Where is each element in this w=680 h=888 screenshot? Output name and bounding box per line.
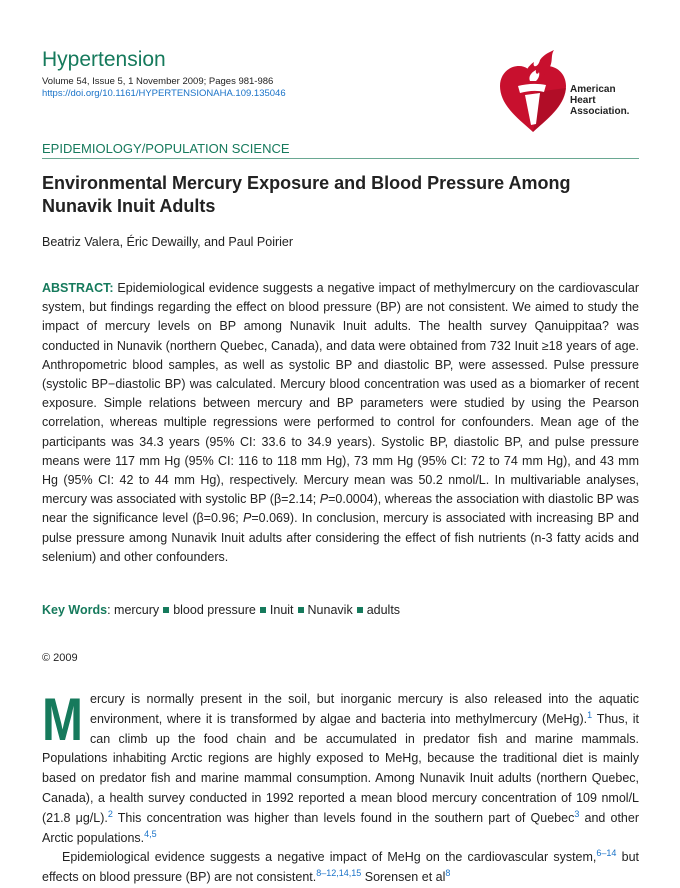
author-list: Beatriz Valera, Éric Dewailly, and Paul Poirier <box>42 235 294 249</box>
keyword-separator-icon <box>298 607 304 613</box>
reference-link[interactable]: 6–14 <box>596 848 617 859</box>
keyword[interactable]: blood pressure <box>173 603 256 617</box>
abstract-label: ABSTRACT: <box>42 281 114 295</box>
abstract: ABSTRACT: Epidemiological evidence suggests a negative impact of methylmercury on the cardiovascular system, but findings regarding the effect on blood pressure (BP) are not consistent. We aimed to study the impact of mercury levels on BP among Nunavik Inuit adults. The health survey Qanuippitaa? was conducted in Nunavik (northern Quebec, Canada), and data were obtained from 732 Inuit ≥18 years of age. Anthropometric blood samples, as well as systolic BP and diastolic BP, were assessed. Pulse pressure (systolic BP−diastolic BP) was calculated. Mercury blood concentration was used as a biomarker of recent exposure. Simple relations between mercury and BP parameters were studied by using the Pearson correlation, whereas multiple regressions were performed to control for confounders. Mean age of the participants was 34.3 years (95% CI: 33.6 to 34.9 years). Systolic BP, diastolic BP, and pulse pressure means were 117 mm Hg (95% CI: 116 to 118 mm Hg), 73 mm Hg (95% CI: 72 to 74 mm Hg), and 43 mm Hg (95% CI: 42 to 44 mm Hg), respectively. Mercury mean was 50.2 nmol/L. In multivariable analyses, mercury was associated with systolic BP (β=2.14; P=0.0004), whereas the association with diastolic BP was near the significance level (β=0.96; P=0.069). In conclusion, mercury is associated with increasing BP and pulse pressure among Nunavik Inuit adults after considering the effect of fish nutrients (n-3 fatty acids and selenium) and other confounders. <box>42 281 639 564</box>
paragraph: Mercury is normally present in the soil, but inorganic mercury is also released into the aquatic environment, where it is transformed by algae and bacteria into methylmercury (MeHg).$^1$ Thus, it can climb up the food chain and be accumulated in predator fish and marine mammals. Populations inhabiting Arctic regions are highly exposed to MeHg, because the traditional diet is mainly based on predator fish and marine mammal consumption. Among Nunavik Inuit adults (northern Quebec, Canada), a health survey conducted in 1992 reported a mean blood mercury concentration of 109 nmol/L (21.8 μg/L).$^2$ This concentration was higher than levels found in the southern part of Quebec$^3$ and other Arctic populations.$^{4,5}$ <box>42 686 640 845</box>
keyword[interactable]: Inuit <box>269 603 294 617</box>
journal-header <box>42 47 442 100</box>
reference-link[interactable]: 2 <box>107 808 113 819</box>
article-body <box>42 686 640 888</box>
aha-wordmark: American Heart Association. <box>570 84 630 117</box>
keyword[interactable]: adults <box>366 603 401 617</box>
copyright: © 2009 <box>42 652 78 664</box>
keyword[interactable]: mercury <box>114 603 160 617</box>
journal-title[interactable]: Hypertension <box>42 48 166 71</box>
heart-torch-icon <box>498 48 568 134</box>
section-label: EPIDEMIOLOGY/POPULATION SCIENCE <box>42 141 639 159</box>
reference-link[interactable]: 8 <box>445 868 451 879</box>
keyword-separator-icon <box>260 607 266 613</box>
article-title: Environmental Mercury Exposure and Blood Pressure Among Nunavik Inuit Adults <box>42 173 571 216</box>
abstract-text: Epidemiological evidence suggests a negative impact of methylmercury on the cardiovascular system, but findings regarding the effect on blood pressure (BP) are not consistent. We aimed to study the impact of mercury levels on BP among Nunavik Inuit adults. The health survey Qanuippitaa? was conducted in Nunavik (northern Quebec, Canada), and data were obtained from 732 Inuit ≥18 years of age. Anthropometric blood samples, as well as systolic BP and diastolic BP, were assessed. Pulse pressure (systolic BP−diastolic BP) was calculated. Mercury blood concentration was used as a biomarker of recent exposure. Simple relations between mercury and BP parameters were studied by using the Pearson correlation, whereas multiple regressions were performed to control for confounders. Mean age of the participants was 34.3 years (95% CI: 33.6 to 34.9 years). Systolic BP, diastolic BP, and pulse pressure means were 117 mm Hg (95% CI: 116 to 118 mm Hg), 73 mm Hg (95% CI: 72 to 74 mm Hg), and 43 mm Hg (95% CI: 42 to 44 mm Hg), respectively. Mercury mean was 50.2 nmol/L. In multivariable analyses, mercury was associated with systolic BP (β=2.14; <box>42 281 639 507</box>
drop-cap: M <box>42 686 83 753</box>
reference-link[interactable]: 8–12,14,15 <box>316 868 362 879</box>
keyword-separator-icon <box>163 607 169 613</box>
reference-link[interactable]: 3 <box>574 808 580 819</box>
keyword-separator-icon <box>357 607 363 613</box>
keyword[interactable]: Nunavik <box>307 603 353 617</box>
doi-link[interactable]: https://doi.org/10.1161/HYPERTENSIONAHA.109.135046 <box>42 88 286 99</box>
reference-link[interactable]: 1 <box>587 709 593 720</box>
journal-volume-info: Volume 54, Issue 5, 1 November 2009; Pages 981-986 <box>42 76 274 87</box>
aha-logo[interactable] <box>498 48 643 134</box>
reference-link[interactable]: 4,5 <box>144 828 157 839</box>
keywords-label: Key Words <box>42 603 108 617</box>
paragraph: Epidemiological evidence suggests a negative impact of MeHg on the cardiovascular system,$^{6-14}$ but effects on blood pressure (BP) are not consistent.$^{8-12,14,15}$ Sorensen et al$^8$ <box>42 848 640 885</box>
keywords: Key Words: mercury blood pressure Inuit Nunavik adults <box>42 603 401 617</box>
